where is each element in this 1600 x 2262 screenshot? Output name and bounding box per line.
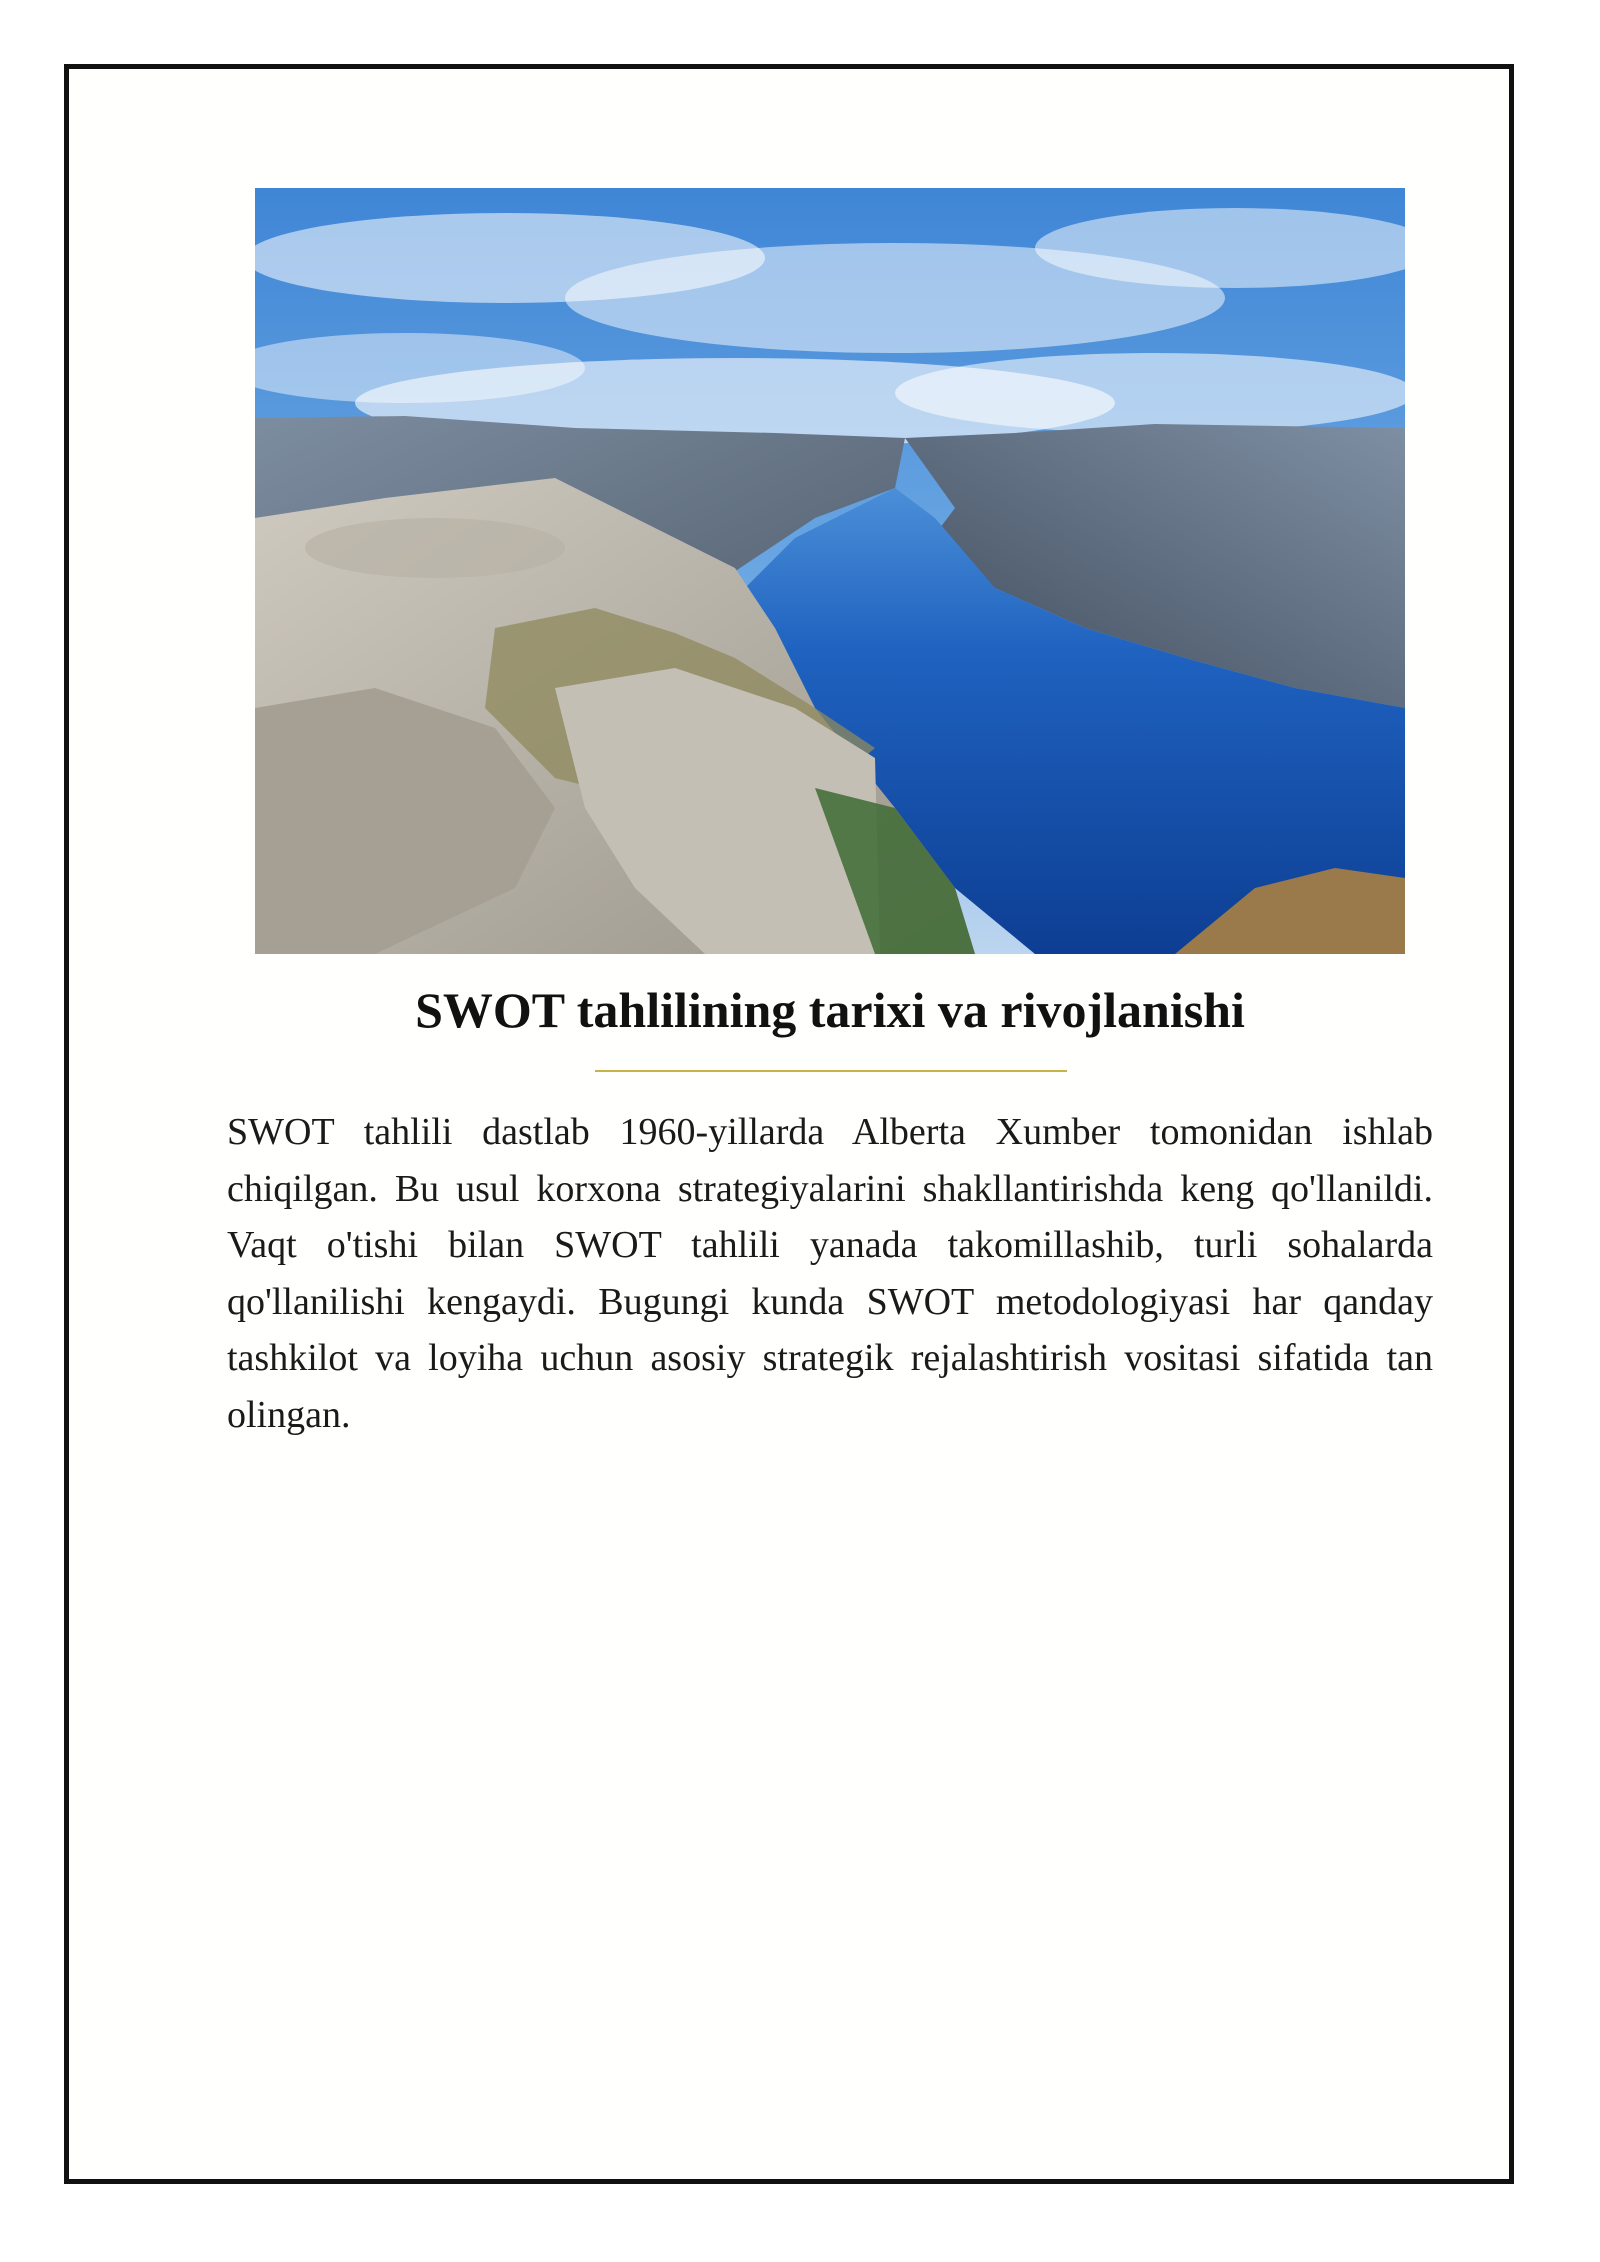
title-divider: [595, 1070, 1067, 1072]
fjord-landscape-photo: [255, 188, 1405, 954]
page-title: SWOT tahlilining tarixi va rivojlanishi: [415, 982, 1245, 1038]
body-paragraph: SWOT tahlili dastlab 1960-yillarda Alberta Xumber tomonidan ishlab chiqilgan. Bu usul korxona strategiyalarini shakllantirishda keng qo'llanildi. Vaqt o'tishi bilan SWOT tahlili yanada takomillashib, turli sohalarda qo'llanilishi kengaydi. Bugungi kunda SWOT metodologiyasi har qanday tashkilot va loyiha uchun asosiy strategik rejalashtirish vositasi sifatida tan olingan.: [227, 1111, 1433, 1436]
